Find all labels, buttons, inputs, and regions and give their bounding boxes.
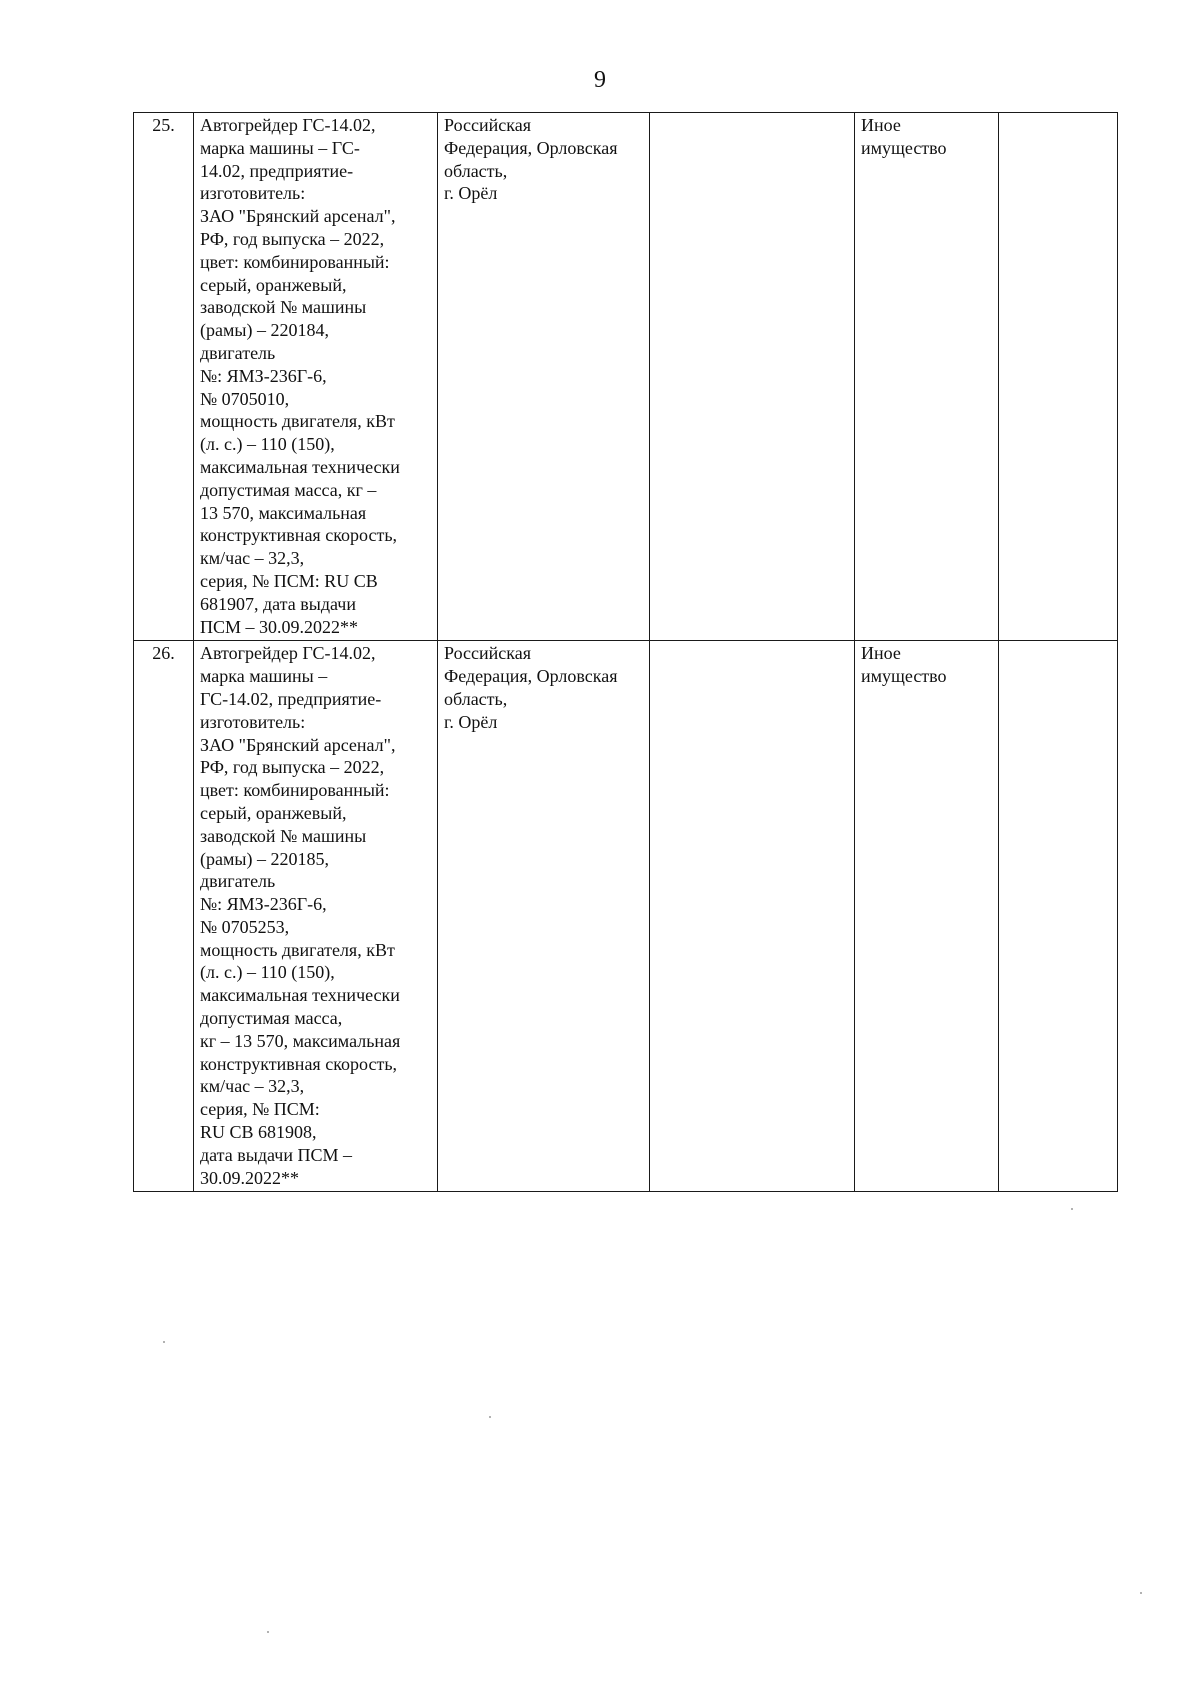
property-table [133, 112, 1118, 1192]
row-number: 26. [134, 641, 194, 1192]
table-row [134, 641, 1118, 1192]
property-category: Иное имущество [855, 641, 999, 1192]
empty-cell [650, 641, 855, 1192]
page-number: 9 [594, 67, 606, 93]
property-location: Российская Федерация, Орловская область, г. Орёл [438, 113, 650, 641]
property-location: Российская Федерация, Орловская область, г. Орёл [438, 641, 650, 1192]
property-description: Автогрейдер ГС-14.02, марка машины – ГС-14.02, предприятие- изготовитель: ЗАО "Брянский арсенал", РФ, год выпуска – 2022, цвет: комбинированный: серый, оранжевый, заводской № машины (рамы) – 220185, двигатель №: ЯМЗ-236Г-6, № 0705253, мощность двигателя, кВт (л. с.) – 110 (150), максимальная технически допустимая масса, кг – 13 570, максимальная конструктивная скорость, км/час – 32,3, серия, № ПСМ: RU CB 681908, дата выдачи ПСМ – 30.09.2022** [194, 641, 438, 1192]
scan-speck [1071, 1208, 1073, 1210]
property-category: Иное имущество [855, 113, 999, 641]
scan-speck [163, 1341, 165, 1343]
empty-cell [999, 641, 1118, 1192]
empty-cell [650, 113, 855, 641]
scan-speck [267, 1631, 269, 1633]
table-row [134, 113, 1118, 641]
row-number: 25. [134, 113, 194, 641]
scan-speck [1140, 1592, 1142, 1594]
empty-cell [999, 113, 1118, 641]
property-description: Автогрейдер ГС-14.02, марка машины – ГС- 14.02, предприятие- изготовитель: ЗАО "Брянский арсенал", РФ, год выпуска – 2022, цвет: комбинированный: серый, оранжевый, заводской № машины (рамы) – 220184, двигатель №: ЯМЗ-236Г-6, № 0705010, мощность двигателя, кВт (л. с.) – 110 (150), максимальная технически допустимая масса, кг – 13 570, максимальная конструктивная скорость, км/час – 32,3, серия, № ПСМ: RU CB 681907, дата выдачи ПСМ – 30.09.2022** [194, 113, 438, 641]
scan-speck [489, 1416, 491, 1418]
